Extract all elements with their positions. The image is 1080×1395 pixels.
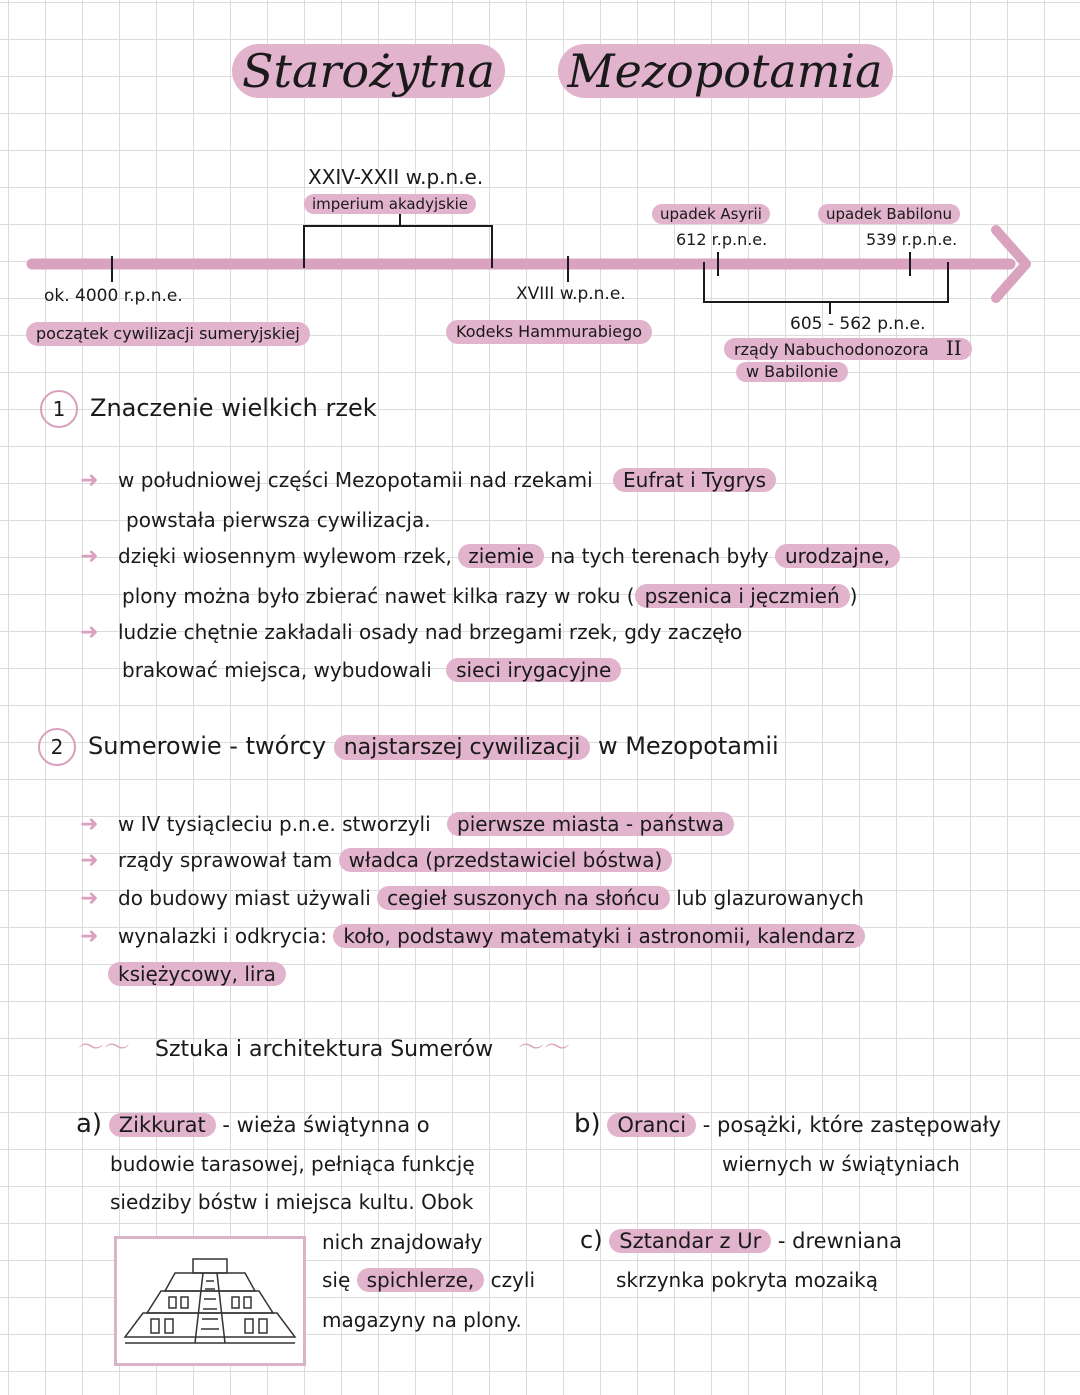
art-a-line-5-highlight: spichlerze, xyxy=(357,1268,485,1292)
s1-line-3-text: dzięki wiosennym wylewom rzek, xyxy=(118,544,452,568)
s1-line-3 xyxy=(80,538,900,575)
s1-line-6-highlight: sieci irygacyjne xyxy=(446,658,621,682)
art-a-letter: a) xyxy=(76,1109,103,1139)
wave-decoration-left-icon: 〜〜 xyxy=(78,1033,131,1063)
section-1-number: 1 xyxy=(40,390,78,428)
bullet-arrow-icon: ➜ xyxy=(80,848,99,873)
s1-line-1-highlight: Eufrat i Tygrys xyxy=(613,468,776,492)
art-heading xyxy=(78,1030,570,1068)
s1-line-1 xyxy=(80,462,776,499)
s2-line-4-highlight: koło, podstawy matematyki i astronomii, kalendarz xyxy=(333,924,865,948)
s1-line-5 xyxy=(80,614,742,651)
bullet-arrow-icon: ➜ xyxy=(80,544,99,569)
s1-line-4-end: ) xyxy=(849,584,858,608)
s2-line-2-highlight: władca (przedstawiciel bóstwa) xyxy=(339,848,673,872)
assyria-date: 612 r.p.n.e. xyxy=(676,230,768,249)
ziggurat-illustration xyxy=(114,1236,306,1366)
section-1-title: Znaczenie wielkich rzek xyxy=(90,394,377,422)
art-a-line-5-post: czyli xyxy=(490,1268,536,1292)
s2-line-1 xyxy=(80,806,734,843)
start-label: początek cywilizacji sumeryjskiej xyxy=(26,322,310,346)
s1-line-5-text: ludzie chętnie zakładali osady nad brzegami rzek, gdy zaczęło xyxy=(118,620,743,644)
s1-line-4-highlight: pszenica i jęczmień xyxy=(635,584,850,608)
s1-line-3-highlight: ziemie xyxy=(458,544,544,568)
title-word-2: Mezopotamia xyxy=(558,44,893,98)
art-a-line-3: siedziby bóstw i miejsca kultu. Obok xyxy=(110,1190,474,1214)
s2-line-2-text: rządy sprawował tam xyxy=(118,848,333,872)
art-b-line-1 xyxy=(574,1106,1001,1144)
s2-line-2 xyxy=(80,842,672,879)
nebu-date: 605 - 562 p.n.e. xyxy=(790,314,926,334)
assyria-label: upadek Asyrii xyxy=(652,204,770,224)
wave-decoration-right-icon: 〜〜 xyxy=(518,1033,571,1063)
akkad-date: XXIV-XXII w.p.n.e. xyxy=(308,165,484,189)
bullet-arrow-icon: ➜ xyxy=(80,812,99,837)
s2-line-3-highlight: cegieł suszonych na słońcu xyxy=(377,886,670,910)
s1-line-3-text-b: na tych terenach były xyxy=(550,544,769,568)
art-heading-text: Sztuka i architektura Sumerów xyxy=(155,1037,494,1062)
nebu-line-2: w Babilonie xyxy=(736,362,848,382)
section-2-heading xyxy=(38,728,779,766)
babylon-label: upadek Babilonu xyxy=(818,204,960,224)
nebu-line-1-text: rządy Nabuchodonozora xyxy=(734,340,929,359)
s2-line-3 xyxy=(80,880,864,917)
ziggurat-icon xyxy=(117,1239,303,1363)
bullet-arrow-icon: ➜ xyxy=(80,620,99,645)
section-2-number: 2 xyxy=(38,728,76,766)
hammurabi-label: Kodeks Hammurabiego xyxy=(446,320,652,344)
art-a-line-5-pre: się xyxy=(322,1268,351,1292)
s2-line-3-text: do budowy miast używali xyxy=(118,886,371,910)
art-a-line-6: magazyny na plony. xyxy=(322,1308,522,1332)
s1-line-6-text: brakować miejsca, wybudowali xyxy=(122,658,432,682)
s2-line-5-highlight: księżycowy, lira xyxy=(108,962,286,986)
s1-line-2: powstała pierwsza cywilizacja. xyxy=(126,508,431,532)
art-b-line-2: wiernych w świątyniach xyxy=(722,1152,960,1176)
s1-line-6 xyxy=(122,652,621,689)
s2-line-4-text: wynalazki i odkrycia: xyxy=(118,924,327,948)
art-a-term: Zikkurat xyxy=(109,1113,216,1137)
art-c-line-2: skrzynka pokryta mozaiką xyxy=(616,1268,878,1292)
s2-line-3-text-b: lub glazurowanych xyxy=(676,886,864,910)
s1-line-4-text: plony można było zbierać nawet kilka razy w roku ( xyxy=(122,584,635,608)
hammurabi-date: XVIII w.p.n.e. xyxy=(516,284,626,304)
bullet-arrow-icon: ➜ xyxy=(80,886,99,911)
bullet-arrow-icon: ➜ xyxy=(80,468,99,493)
art-a-line-2: budowie tarasowej, pełniąca funkcję xyxy=(110,1152,475,1176)
art-c-term: Sztandar z Ur xyxy=(609,1229,771,1253)
nebu-line-1 xyxy=(724,338,972,360)
s1-line-4 xyxy=(122,578,857,615)
section-2-title-a: Sumerowie - twórcy xyxy=(88,732,327,760)
s1-line-1-text: w południowej części Mezopotamii nad rzekami xyxy=(118,468,593,492)
akkad-label: imperium akadyjskie xyxy=(304,194,476,214)
nebu-roman: II xyxy=(945,336,962,360)
art-b-letter: b) xyxy=(574,1109,601,1139)
art-c-line-1-text: - drewniana xyxy=(777,1229,902,1253)
section-2-title-b: w Mezopotamii xyxy=(597,732,779,760)
s2-line-1-text: w IV tysiącleciu p.n.e. stworzyli xyxy=(118,812,431,836)
art-a-line-4: nich znajdowały xyxy=(322,1230,483,1254)
babylon-date: 539 r.p.n.e. xyxy=(866,230,958,249)
art-c-letter: c) xyxy=(580,1226,603,1254)
section-1-heading xyxy=(40,390,377,428)
title-word-1: Starożytna xyxy=(232,44,505,98)
s1-line-3-highlight-2: urodzajne, xyxy=(775,544,900,568)
art-b-term: Oranci xyxy=(607,1113,696,1137)
art-c-line-1 xyxy=(580,1222,902,1260)
bullet-arrow-icon: ➜ xyxy=(80,924,99,949)
art-b-line-1-text: - posążki, które zastępowały xyxy=(702,1113,1001,1137)
art-a-line-1 xyxy=(76,1106,430,1144)
s2-line-5 xyxy=(108,956,286,993)
section-2-title-highlight: najstarszej cywilizacji xyxy=(334,735,591,760)
s2-line-1-highlight: pierwsze miasta - państwa xyxy=(447,812,734,836)
art-a-line-5 xyxy=(322,1262,535,1299)
art-a-line-1-text: - wieża świątynna o xyxy=(222,1113,430,1137)
start-date: ok. 4000 r.p.n.e. xyxy=(44,286,183,306)
s2-line-4 xyxy=(80,918,865,955)
